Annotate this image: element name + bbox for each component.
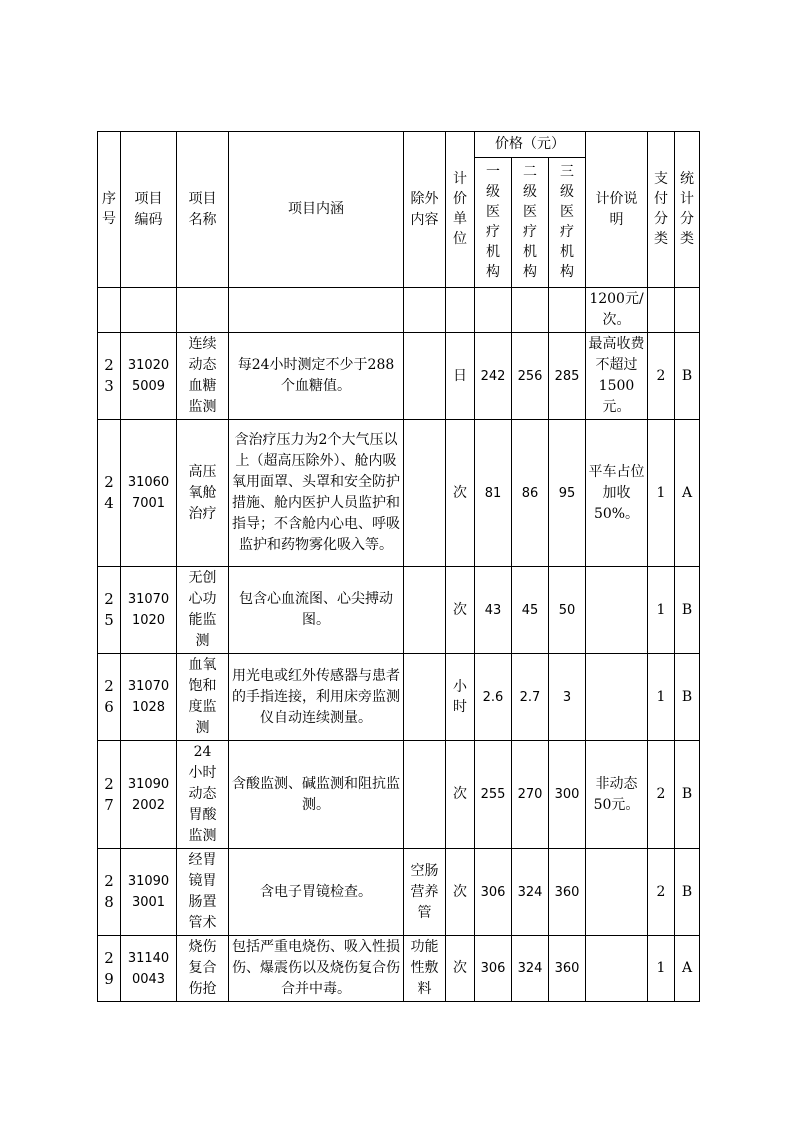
cell-code: 311400043 xyxy=(121,936,177,1002)
cell-empty xyxy=(475,288,512,333)
header-excluded: 除外内容 xyxy=(404,132,446,288)
cell-name: 无创心功能监测 xyxy=(177,567,229,654)
cell-price-level1: 81 xyxy=(475,420,512,567)
cell-code: 310205009 xyxy=(121,333,177,420)
cell-code: 310701020 xyxy=(121,567,177,654)
header-price-group: 价格（元） xyxy=(475,132,586,158)
cell-seq: 26 xyxy=(98,654,121,741)
header-note: 计价说明 xyxy=(586,132,648,288)
cell-price-level1: 306 xyxy=(475,936,512,1002)
cell-price-level3: 3 xyxy=(549,654,586,741)
cell-excluded xyxy=(404,420,446,567)
cell-price-level2: 256 xyxy=(512,333,549,420)
table-row xyxy=(98,849,700,936)
cell-note xyxy=(586,849,648,936)
cell-content: 每24小时测定不少于288个血糖值。 xyxy=(229,333,404,420)
cell-content: 含电子胃镜检查。 xyxy=(229,849,404,936)
cell-code: 310701028 xyxy=(121,654,177,741)
cell-excluded xyxy=(404,333,446,420)
table-row xyxy=(98,936,700,1002)
cell-pay: 2 xyxy=(648,741,675,849)
price-table xyxy=(97,131,700,1002)
cell-pay: 2 xyxy=(648,849,675,936)
cell-stat: A xyxy=(675,420,700,567)
cell-price-level3: 360 xyxy=(549,936,586,1002)
table-row-carryover xyxy=(98,288,700,333)
cell-content: 含酸监测、碱监测和阻抗监测。 xyxy=(229,741,404,849)
cell-seq: 29 xyxy=(98,936,121,1002)
table-row xyxy=(98,567,700,654)
cell-stat: B xyxy=(675,333,700,420)
cell-price-level1: 2.6 xyxy=(475,654,512,741)
cell-content: 包含心血流图、心尖搏动图。 xyxy=(229,567,404,654)
cell-note xyxy=(586,936,648,1002)
cell-empty xyxy=(98,288,121,333)
cell-pay: 1 xyxy=(648,567,675,654)
cell-note: 平车占位加收50%。 xyxy=(586,420,648,567)
cell-unit: 日 xyxy=(446,333,475,420)
cell-seq: 28 xyxy=(98,849,121,936)
cell-seq: 27 xyxy=(98,741,121,849)
cell-code: 310607001 xyxy=(121,420,177,567)
cell-empty xyxy=(229,288,404,333)
cell-unit: 次 xyxy=(446,567,475,654)
header-level2: 二级医疗机构 xyxy=(512,158,549,288)
header-pay: 支付分类 xyxy=(648,132,675,288)
cell-price-level2: 2.7 xyxy=(512,654,549,741)
cell-name: 烧伤复合伤抢 xyxy=(177,936,229,1002)
cell-note xyxy=(586,654,648,741)
cell-unit: 次 xyxy=(446,936,475,1002)
header-unit: 计价单位 xyxy=(446,132,475,288)
header-seq: 序号 xyxy=(98,132,121,288)
cell-excluded: 空肠营养管 xyxy=(404,849,446,936)
header-name: 项目名称 xyxy=(177,132,229,288)
cell-price-level2: 86 xyxy=(512,420,549,567)
cell-empty xyxy=(648,288,675,333)
cell-price-level2: 324 xyxy=(512,849,549,936)
cell-name: 经胃镜胃肠置管术 xyxy=(177,849,229,936)
cell-price-level1: 242 xyxy=(475,333,512,420)
cell-price-level3: 285 xyxy=(549,333,586,420)
cell-empty xyxy=(121,288,177,333)
cell-price-level2: 324 xyxy=(512,936,549,1002)
cell-empty xyxy=(512,288,549,333)
cell-excluded xyxy=(404,567,446,654)
cell-name: 血氧饱和度监测 xyxy=(177,654,229,741)
table-row xyxy=(98,333,700,420)
cell-empty xyxy=(446,288,475,333)
header-level1: 一级医疗机构 xyxy=(475,158,512,288)
cell-name: 连续动态血糖监测 xyxy=(177,333,229,420)
cell-price-level3: 95 xyxy=(549,420,586,567)
cell-pay: 1 xyxy=(648,420,675,567)
cell-stat: A xyxy=(675,936,700,1002)
table-row xyxy=(98,741,700,849)
header-content: 项目内涵 xyxy=(229,132,404,288)
cell-stat: B xyxy=(675,567,700,654)
cell-price-level1: 43 xyxy=(475,567,512,654)
cell-price-level2: 45 xyxy=(512,567,549,654)
cell-price-level3: 300 xyxy=(549,741,586,849)
cell-stat: B xyxy=(675,741,700,849)
cell-pay: 1 xyxy=(648,936,675,1002)
cell-price-level3: 50 xyxy=(549,567,586,654)
cell-code: 310902002 xyxy=(121,741,177,849)
cell-note: 1200元/次。 xyxy=(586,288,648,333)
cell-empty xyxy=(177,288,229,333)
cell-pay: 2 xyxy=(648,333,675,420)
cell-excluded: 功能性敷料 xyxy=(404,936,446,1002)
header-level3: 三级医疗机构 xyxy=(549,158,586,288)
header-code: 项目编码 xyxy=(121,132,177,288)
cell-unit: 小时 xyxy=(446,654,475,741)
cell-note: 最高收费不超过1500元。 xyxy=(586,333,648,420)
cell-price-level1: 255 xyxy=(475,741,512,849)
cell-price-level2: 270 xyxy=(512,741,549,849)
table-row xyxy=(98,654,700,741)
cell-pay: 1 xyxy=(648,654,675,741)
cell-content: 用光电或红外传感器与患者的手指连接，利用床旁监测仪自动连续测量。 xyxy=(229,654,404,741)
cell-empty xyxy=(549,288,586,333)
cell-note: 非动态50元。 xyxy=(586,741,648,849)
cell-content: 包括严重电烧伤、吸入性损伤、爆震伤以及烧伤复合伤合并中毒。 xyxy=(229,936,404,1002)
table-row xyxy=(98,420,700,567)
cell-seq: 24 xyxy=(98,420,121,567)
cell-note xyxy=(586,567,648,654)
cell-empty xyxy=(675,288,700,333)
cell-unit: 次 xyxy=(446,420,475,567)
cell-name: 高压氧舱治疗 xyxy=(177,420,229,567)
cell-empty xyxy=(404,288,446,333)
cell-unit: 次 xyxy=(446,741,475,849)
cell-content: 含治疗压力为2个大气压以上（超高压除外）、舱内吸氧用面罩、头罩和安全防护措施、舱内医护人员监护和指导；不含舱内心电、呼吸监护和药物雾化吸入等。 xyxy=(229,420,404,567)
header-stat: 统计分类 xyxy=(675,132,700,288)
cell-code: 310903001 xyxy=(121,849,177,936)
cell-stat: B xyxy=(675,849,700,936)
cell-name: 24小时动态胃酸监测 xyxy=(177,741,229,849)
cell-seq: 23 xyxy=(98,333,121,420)
cell-excluded xyxy=(404,741,446,849)
cell-price-level1: 306 xyxy=(475,849,512,936)
cell-price-level3: 360 xyxy=(549,849,586,936)
cell-excluded xyxy=(404,654,446,741)
cell-unit: 次 xyxy=(446,849,475,936)
cell-seq: 25 xyxy=(98,567,121,654)
cell-stat: B xyxy=(675,654,700,741)
